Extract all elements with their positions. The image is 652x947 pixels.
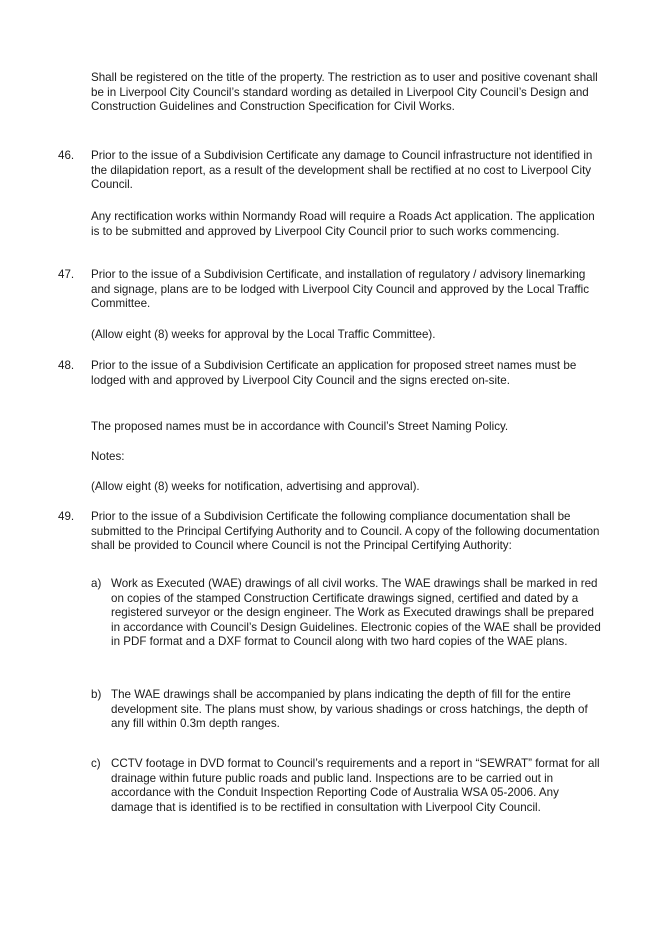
item-46-number: 46. xyxy=(58,149,75,162)
item-49-subitem-c-letter: c) xyxy=(91,757,101,770)
item-48-paragraph-2: The proposed names must be in accordance with Council’s Street Naming Policy. xyxy=(91,420,509,433)
item-49-paragraph-1: Prior to the issue of a Subdivision Certificate the following compliance documentation shall be submitted to the Principal Certifying Authority and to Council. A copy of the following documentation shall be provided to Council where Council is not the Principal Certifying Authority: xyxy=(91,510,600,553)
item-49-subitem-b-text: The WAE drawings shall be accompanied by plans indicating the depth of fill for the entire development site. The plans must show, by various shadings or cross hatchings, the depth of any fill within 0.3m depth ranges. xyxy=(111,688,588,731)
item-49-subitem-c-text: CCTV footage in DVD format to Council’s requirements and a report in “SEWRAT” format for all drainage within future public roads and public land. Inspections are to be carried out in accordance with the Conduit Inspection Reporting Code of Australia WSA 05-2006. Any damage that is identified is to be rectified in consultation with Liverpool City Council. xyxy=(111,757,600,814)
item-48-paragraph-1: Prior to the issue of a Subdivision Certificate an application for proposed street names must be lodged with and approved by Liverpool City Council and the signs erected on-site. xyxy=(91,359,577,387)
item-49-subitem-b-letter: b) xyxy=(91,688,102,701)
item-47-paragraph-1: Prior to the issue of a Subdivision Certificate, and installation of regulatory / advisory linemarking and signage, plans are to be lodged with Liverpool City Council and approved by the Local Traffic Committee. xyxy=(91,268,589,311)
item-49-subitem-a-text: Work as Executed (WAE) drawings of all civil works. The WAE drawings shall be marked in red on copies of the stamped Construction Certificate drawings signed, certified and dated by a registered surveyor or the design engineer. The Work as Executed drawings shall be prepared in accordance with Council’s Design Guidelines. Electronic copies of the WAE shall be provided in PDF format and a DXF format to Council along with two hard copies of the WAE plans. xyxy=(111,577,601,649)
item-47-number: 47. xyxy=(58,268,75,281)
item-48-paragraph-4: (Allow eight (8) weeks for notification, advertising and approval). xyxy=(91,480,420,493)
item-48-number: 48. xyxy=(58,359,75,372)
item-46-paragraph-2: Any rectification works within Normandy Road will require a Roads Act application. The application is to be submitted and approved by Liverpool City Council prior to such works commencing. xyxy=(91,210,595,238)
item-48-notes-label: Notes: xyxy=(91,450,125,463)
intro-paragraph: Shall be registered on the title of the property. The restriction as to user and positive covenant shall be in Liverpool City Council’s standard wording as detailed in Liverpool City Council’s Design and Construction Guidelines and Construction Specification for Civil Works. xyxy=(91,71,598,114)
item-49-subitem-a-letter: a) xyxy=(91,577,102,590)
item-49-number: 49. xyxy=(58,510,75,523)
item-46-paragraph-1: Prior to the issue of a Subdivision Certificate any damage to Council infrastructure not identified in the dilapidation report, as a result of the development shall be rectified at no cost to Liverpool City Council. xyxy=(91,149,593,192)
item-47-paragraph-2: (Allow eight (8) weeks for approval by the Local Traffic Committee). xyxy=(91,328,436,341)
